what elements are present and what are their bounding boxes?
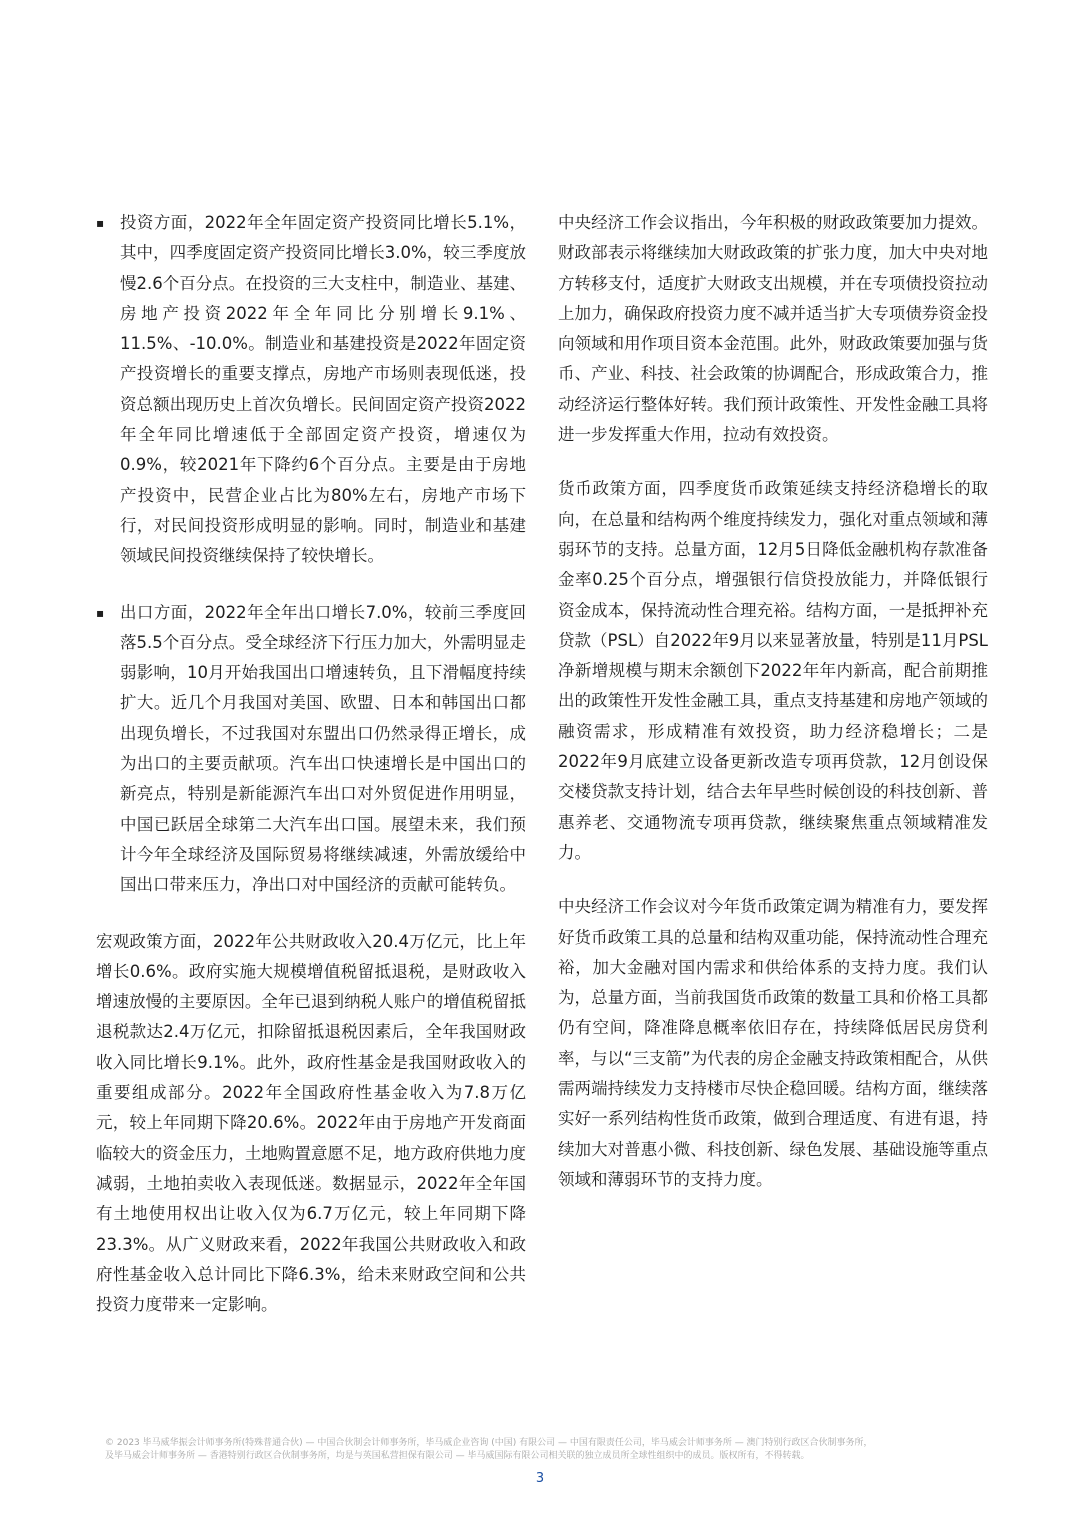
page-number: 3 <box>535 1471 545 1486</box>
bullet-marker: ▪ <box>96 216 105 230</box>
footer-copyright <box>105 1437 985 1463</box>
fiscal-policy-paragraph: 中央经济工作会议指出，今年积极的财政政策要加力提效。财政部表示将继续加大财政政策的扩张力度，加大中央对地方转移支付，适度扩大财政支出规模，并在专项债投资拉动上加力，确保政府投资力度不减并适当扩大专项债券资金投向领域和用作项目资本金范围。此外，财政政策要加强与货币、产业、科技、社会政策的协调配合，形成政策合力，推动经济运行整体好转。我们预计政策性、开发性金融工具将进一步发挥重大作用，拉动有效投资。 <box>558 213 988 445</box>
monetary-policy-paragraph: 货币政策方面，四季度货币政策延续支持经济稳增长的取向，在总量和结构两个维度持续发力，强化对重点领域和薄弱环节的支持。总量方面，12月5日降低金融机构存款准备金率0.25个百分点，增强银行信贷投放能力，并降低银行资金成本，保持流动性合理充裕。结构方面，一是抵押补充贷款（PSL）自2022年9月以来显著放量，特别是11月PSL净新增规模与期末余额创下2022年年内新高，配合前期推出的政策性开发性金融工具，重点支持基建和房地产领域的融资需求，形成精准有效投资，助力经济稳增长；二是2022年9月底建立设备更新改造专项再贷款，12月创设保交楼贷款支持计划，结合去年早些时候创设的科技创新、普惠养老、交通物流专项再贷款，继续聚焦重点领域精准发力。 <box>558 479 988 862</box>
monetary-outlook-paragraph: 中央经济工作会议对今年货币政策定调为精准有力，要发挥好货币政策工具的总量和结构双重功能，保持流动性合理充裕，加大金融对国内需求和供给体系的支持力度。我们认为，总量方面，当前我国货币政策的数量工具和价格工具都仍有空间，降准降息概率依旧存在，持续降低居民房贷利率，与以“三支箭”为代表的房企金融支持政策相配合，从供需两端持续发力支持楼市尽快企稳回暖。结构方面，继续落实好一系列结构性货币政策，做到合理适度、有进有退，持续加大对普惠小微、科技创新、绿色发展、基础设施等重点领域和薄弱环节的支持力度。 <box>558 897 988 1189</box>
left-column <box>96 208 526 1320</box>
bullet-marker: ▪ <box>96 605 105 620</box>
right-column <box>558 208 988 1219</box>
investment-paragraph: 投资方面，2022年全年固定资产投资同比增长5.1%，其中，四季度固定资产投资同比增长3.0%，较三季度放慢2.6个百分点。在投资的三大支柱中，制造业、基建、房地产投资2022年全年同比分别增长9.1%、11.5%、-10.0%。制造业和基建投资是2022年固定资产投资增长的重要支撑点，房地产市场则表现低迷，投资总额出现历史上首次负增长。民间固定资产投资2022年全年同比增速低于全部固定资产投资，增速仅为0.9%，较2021年下降约6个百分点。主要是由于房地产投资中，民营企业占比为80%左右，房地产市场下行，对民间投资形成明显的影响。同时，制造业和基建领域民间投资继续保持了较快增长。 <box>120 213 526 566</box>
macro-policy-paragraph: 宏观政策方面，2022年公共财政收入20.4万亿元，比上年增长0.6%。政府实施大规模增值税留抵退税，是财政收入增速放慢的主要原因。全年已退到纳税人账户的增值税留抵退税款达2.4万亿元，扣除留抵退税因素后，全年我国财政收入同比增长9.1%。此外，政府性基金是我国财政收入的重要组成部分。2022年全国政府性基金收入为7.8万亿元，较上年同期下降20.6%。2022年由于房地产开发商面临较大的资金压力，土地购置意愿不足，地方政府供地力度减弱，土地拍卖收入表现低迷。数据显示，2022年全年国有土地使用权出让收入仅为6.7万亿元，较上年同期下降23.3%。从广义财政来看，2022年我国公共财政收入和政府性基金收入总计同比下降6.3%，给未来财政空间和公共投资力度带来一定影响。 <box>96 931 526 1315</box>
export-paragraph: 出口方面，2022年全年出口增长7.0%，较前三季度回落5.5个百分点。受全球经济下行压力加大，外需明显走弱影响，10月开始我国出口增速转负，且下滑幅度持续扩大。近几个月我国对美国、欧盟、日本和韩国出口都出现负增长，不过我国对东盟出口仍然录得正增长，成为出口的主要贡献项。汽车出口快速增长是中国出口的新亮点，特别是新能源汽车出口对外贸促进作用明显，中国已跃居全球第二大汽车出口国。展望未来，我们预计今年全球经济及国际贸易将继续减速，外需放缓给中国出口带来压力，净出口对中国经济的贡献可能转负。 <box>120 602 526 895</box>
copyright-line-2: 及毕马威会计师事务所 — 香港特别行政区合伙制事务所，均是与英国私营担保有限公司 — 毕马威国际有限公司相关联的独立成员所全球性组织中的成员。版权所有，不得转载。 <box>105 1451 810 1461</box>
bullet-item-investment <box>96 208 526 572</box>
copyright-line-1: © 2023 毕马威华振会计师事务所(特殊普通合伙) — 中国合伙制会计师事务所，毕马威企业咨询 (中国) 有限公司 — 中国有限责任公司，毕马威会计师事务所 — 澳门特别行政区合伙制事务所， <box>105 1438 873 1448</box>
bullet-item-export <box>96 598 526 901</box>
